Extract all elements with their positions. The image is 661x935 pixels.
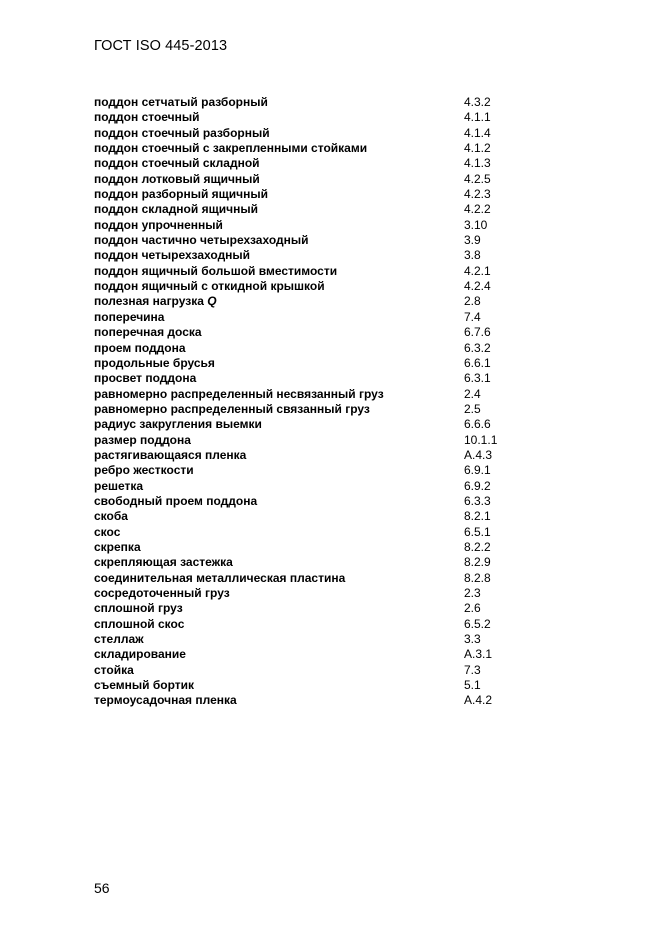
index-entry xyxy=(94,341,614,356)
index-entry xyxy=(94,663,614,678)
index-term xyxy=(94,571,345,585)
index-term-text: равномерно распределенный связанный груз xyxy=(94,401,370,416)
index-reference: 8.2.8 xyxy=(464,570,491,585)
index-reference: 6.5.2 xyxy=(464,616,491,631)
index-term xyxy=(94,663,134,677)
index-term xyxy=(94,617,184,631)
index-term xyxy=(94,387,384,401)
index-term-text: поддон упрочненный xyxy=(94,217,223,232)
index-term-text: свободный проем поддона xyxy=(94,493,258,508)
index-reference: 6.9.2 xyxy=(464,478,491,493)
index-entry xyxy=(94,387,614,402)
index-term xyxy=(94,402,370,416)
index-term xyxy=(94,678,194,692)
index-reference: 4.1.4 xyxy=(464,125,491,140)
index-term-symbol: Q xyxy=(207,294,217,309)
index-reference: 4.2.1 xyxy=(464,263,491,278)
index-reference: 6.3.3 xyxy=(464,493,491,508)
index-entry xyxy=(94,126,614,141)
index-term xyxy=(94,586,230,600)
index-term-text: проем поддона xyxy=(94,340,186,355)
index-entry xyxy=(94,264,614,279)
index-reference: A.4.2 xyxy=(464,693,493,708)
index-term-text: поддон стоечный разборный xyxy=(94,125,270,140)
index-term-text: продольные брусья xyxy=(94,355,215,370)
index-term-text: просвет поддона xyxy=(94,371,197,386)
index-reference: 2.4 xyxy=(464,386,481,401)
index-entry xyxy=(94,525,614,540)
index-reference: 4.2.2 xyxy=(464,202,491,217)
index-entry xyxy=(94,494,614,509)
index-reference: 7.3 xyxy=(464,662,481,677)
index-entry xyxy=(94,310,614,325)
index-term-text: съемный бортик xyxy=(94,678,195,693)
index-term-text: решетка xyxy=(94,478,144,493)
index-reference: 6.9.1 xyxy=(464,463,491,478)
index-entry xyxy=(94,248,614,263)
index-entry xyxy=(94,540,614,555)
index-term-text: радиус закругления выемки xyxy=(94,417,262,432)
index-term xyxy=(94,479,143,493)
index-term xyxy=(94,356,215,370)
index-term-text: равномерно распределенный несвязанный груз xyxy=(94,386,384,401)
index-entry xyxy=(94,95,614,110)
index-reference: 4.1.2 xyxy=(464,141,491,156)
index-reference: 2.3 xyxy=(464,586,481,600)
index-entry xyxy=(94,233,614,248)
index-entry xyxy=(94,647,614,662)
index-term-text: поддон ящичный с откидной крышкой xyxy=(94,279,325,294)
index-reference: A.3.1 xyxy=(464,647,493,662)
index-term xyxy=(94,647,186,661)
index-term-text: поддон складной ящичный xyxy=(94,202,258,217)
index-entry xyxy=(94,417,614,432)
index-term xyxy=(94,433,191,447)
index-reference: 4.2.5 xyxy=(464,171,491,186)
index-entry xyxy=(94,279,614,294)
index-term xyxy=(94,294,217,308)
index-entry xyxy=(94,402,614,417)
index-term xyxy=(94,202,258,216)
index-term-text: стеллаж xyxy=(94,632,144,647)
index-reference: 4.1.3 xyxy=(464,156,491,171)
index-term-text: поддон стоечный складной xyxy=(94,156,260,171)
index-reference: 3.10 xyxy=(464,217,488,232)
index-entry xyxy=(94,601,614,616)
index-term xyxy=(94,264,337,278)
index-term-text: поддон разборный ящичный xyxy=(94,187,269,202)
index-term-text: полезная нагрузка xyxy=(94,294,204,309)
index-term-text: поддон ящичный большой вместимости xyxy=(94,263,338,278)
index-term xyxy=(94,494,257,508)
index-term-text: поддон сетчатый разборный xyxy=(94,95,268,109)
index-term xyxy=(94,525,120,539)
index-term-text: складирование xyxy=(94,647,186,662)
index-term-text: размер поддона xyxy=(94,432,191,447)
index-reference: 4.1.1 xyxy=(464,110,491,125)
index-term-text: скрепляющая застежка xyxy=(94,555,233,570)
index-entry xyxy=(94,433,614,448)
index-reference: 3.8 xyxy=(464,248,481,263)
index-entry xyxy=(94,356,614,371)
index-term xyxy=(94,601,183,615)
index-reference: 4.3.2 xyxy=(464,95,491,109)
index-entry xyxy=(94,463,614,478)
index-reference: 6.3.2 xyxy=(464,340,491,355)
index-term-text: поддон частично четырехзаходный xyxy=(94,233,309,248)
index-term xyxy=(94,95,268,109)
index-entry xyxy=(94,218,614,233)
index-term-text: соединительная металлическая пластина xyxy=(94,570,346,585)
index-entry xyxy=(94,202,614,217)
index-reference: 8.2.2 xyxy=(464,539,491,554)
index-entry xyxy=(94,571,614,586)
index-term xyxy=(94,248,250,262)
index-term xyxy=(94,156,260,170)
index-entry xyxy=(94,509,614,524)
index-term-text: поперечина xyxy=(94,309,165,324)
index-entry xyxy=(94,294,614,309)
index-term-text: сплошной скос xyxy=(94,616,185,631)
index-entry xyxy=(94,693,614,708)
index-entry xyxy=(94,110,614,125)
index-term xyxy=(94,218,223,232)
index-term xyxy=(94,325,202,339)
index-term xyxy=(94,632,144,646)
index-reference: 8.2.1 xyxy=(464,509,491,524)
index-term xyxy=(94,463,194,477)
index-term xyxy=(94,417,262,431)
index-entry xyxy=(94,617,614,632)
index-term-text: поддон четырехзаходный xyxy=(94,248,251,263)
document-header: ГОСТ ISO 445-2013 xyxy=(94,38,228,54)
index-entry xyxy=(94,325,614,340)
index-term-text: поддон стоечный xyxy=(94,110,200,125)
index-term-text: поддон лотковый ящичный xyxy=(94,171,260,186)
index-term xyxy=(94,279,325,293)
index-reference: 8.2.9 xyxy=(464,555,491,570)
index-term xyxy=(94,540,141,554)
index-term xyxy=(94,555,233,569)
index-term xyxy=(94,341,186,355)
index-entry xyxy=(94,479,614,494)
index-reference: 6.3.1 xyxy=(464,371,491,386)
index-term xyxy=(94,187,268,201)
index-term xyxy=(94,448,246,462)
index-term-text: сплошной груз xyxy=(94,601,183,616)
index-term-text: поддон стоечный с закрепленными стойками xyxy=(94,141,368,156)
index-entry xyxy=(94,555,614,570)
index-reference: A.4.3 xyxy=(464,447,493,462)
index-reference: 10.1.1 xyxy=(464,432,498,447)
index-reference: 6.7.6 xyxy=(464,325,491,340)
index-term xyxy=(94,141,367,155)
index-reference: 3.3 xyxy=(464,632,481,647)
index-term xyxy=(94,172,260,186)
index-reference: 5.1 xyxy=(464,678,481,693)
index-entry xyxy=(94,172,614,187)
index-term-text: скос xyxy=(94,524,121,539)
index-reference: 4.2.4 xyxy=(464,279,491,294)
index-term-text: скоба xyxy=(94,509,128,524)
index-entry xyxy=(94,187,614,202)
index-entry xyxy=(94,156,614,171)
index-term xyxy=(94,310,164,324)
index-term xyxy=(94,693,237,707)
index-term-text: сосредоточенный груз xyxy=(94,586,230,600)
index-reference: 2.6 xyxy=(464,601,481,616)
index-reference: 6.6.1 xyxy=(464,355,491,370)
index-entry xyxy=(94,632,614,647)
index-term xyxy=(94,509,128,523)
index-reference: 2.8 xyxy=(464,294,481,309)
index-reference: 7.4 xyxy=(464,309,481,324)
index-term-text: ребро жесткости xyxy=(94,463,194,478)
index-reference: 2.5 xyxy=(464,401,481,416)
index-term xyxy=(94,233,309,247)
index-term xyxy=(94,371,196,385)
index-term-text: поперечная доска xyxy=(94,325,202,340)
index-term-text: растягивающаяся пленка xyxy=(94,447,247,462)
index-term-text: термоусадочная пленка xyxy=(94,693,237,708)
index-reference: 3.9 xyxy=(464,233,481,248)
index-reference: 4.2.3 xyxy=(464,187,491,202)
index-term-text: стойка xyxy=(94,662,134,677)
index-term xyxy=(94,110,200,124)
index-term-text: скрепка xyxy=(94,539,141,554)
index-entry xyxy=(94,586,614,601)
page-number: 56 xyxy=(94,880,110,896)
index-entry xyxy=(94,141,614,156)
index-entry xyxy=(94,371,614,386)
index-entry xyxy=(94,448,614,463)
term-index-list xyxy=(94,95,614,709)
index-term xyxy=(94,126,270,140)
index-reference: 6.5.1 xyxy=(464,524,491,539)
index-entry xyxy=(94,678,614,693)
index-reference: 6.6.6 xyxy=(464,417,491,432)
